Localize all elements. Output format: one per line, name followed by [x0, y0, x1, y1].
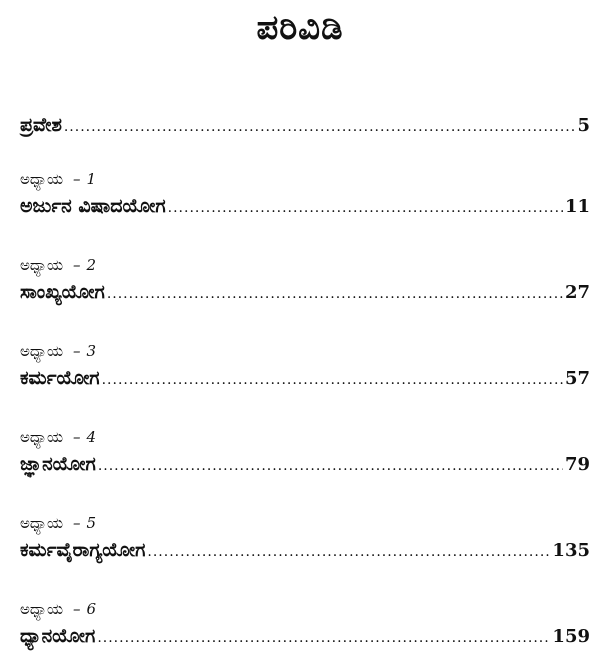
chapter-word: ಅಧ್ಯಾಯ — [20, 600, 64, 618]
toc-line — [20, 191, 590, 221]
chapter-number: 3 — [86, 342, 97, 360]
toc-entry-chapter-5[interactable] — [20, 511, 590, 565]
chapter-dash: – — [73, 428, 81, 446]
toc-line — [20, 449, 590, 479]
toc-title: ಕರ್ಮಯೋಗ — [20, 367, 100, 389]
chapter-number: 6 — [86, 600, 97, 618]
page-number: 57 — [564, 368, 590, 389]
toc-line — [20, 363, 590, 393]
chapter-dash: – — [73, 600, 81, 618]
chapter-label — [20, 167, 590, 191]
dot-leader — [98, 451, 563, 481]
toc-title: ಅರ್ಜುನ ವಿಷಾದಯೋಗ — [20, 195, 166, 217]
toc-title: ಪ್ರವೇಶ — [20, 114, 62, 136]
chapter-label — [20, 425, 590, 449]
dot-leader — [97, 623, 550, 653]
toc-title: ಧ್ಯಾನಯೋಗ — [20, 625, 96, 647]
page-number: 27 — [564, 282, 590, 303]
page-number: 5 — [577, 115, 590, 136]
chapter-word: ಅಧ್ಯಾಯ — [20, 514, 64, 532]
page-number: 11 — [564, 196, 590, 217]
table-of-contents — [20, 110, 590, 651]
chapter-label — [20, 339, 590, 363]
toc-entry-chapter-1[interactable] — [20, 167, 590, 221]
toc-line — [20, 110, 590, 140]
toc-entry-chapter-2[interactable] — [20, 253, 590, 307]
chapter-number: 2 — [86, 256, 97, 274]
chapter-label — [20, 597, 590, 621]
chapter-number: 4 — [86, 428, 97, 446]
page-number: 159 — [552, 626, 590, 647]
toc-line — [20, 277, 590, 307]
toc-title: ಸಾಂಖ್ಯಯೋಗ — [20, 281, 105, 303]
chapter-dash: – — [73, 342, 81, 360]
chapter-number: 1 — [86, 170, 97, 188]
dot-leader — [168, 193, 563, 223]
toc-title: ಜ್ಞಾನಯೋಗ — [20, 453, 96, 475]
dot-leader — [147, 537, 550, 567]
chapter-word: ಅಧ್ಯಾಯ — [20, 342, 64, 360]
chapter-dash: – — [73, 256, 81, 274]
chapter-word: ಅಧ್ಯಾಯ — [20, 170, 64, 188]
dot-leader — [107, 279, 563, 309]
chapter-word: ಅಧ್ಯಾಯ — [20, 428, 64, 446]
toc-entry-introduction[interactable] — [20, 110, 590, 140]
toc-entry-chapter-4[interactable] — [20, 425, 590, 479]
toc-entry-chapter-3[interactable] — [20, 339, 590, 393]
dot-leader — [102, 365, 563, 395]
page-title: ಪರಿವಿಡಿ — [256, 8, 344, 48]
chapter-label — [20, 511, 590, 535]
chapter-label — [20, 253, 590, 277]
toc-line — [20, 535, 590, 565]
page-number: 135 — [552, 540, 590, 561]
toc-title: ಕರ್ಮವೈರಾಗ್ಯಯೋಗ — [20, 539, 146, 561]
toc-line — [20, 621, 590, 651]
dot-leader — [64, 112, 576, 142]
page-number: 79 — [564, 454, 590, 475]
toc-entry-chapter-6[interactable] — [20, 597, 590, 651]
chapter-dash: – — [73, 170, 81, 188]
chapter-word: ಅಧ್ಯಾಯ — [20, 256, 64, 274]
chapter-dash: – — [73, 514, 81, 532]
chapter-number: 5 — [86, 514, 97, 532]
